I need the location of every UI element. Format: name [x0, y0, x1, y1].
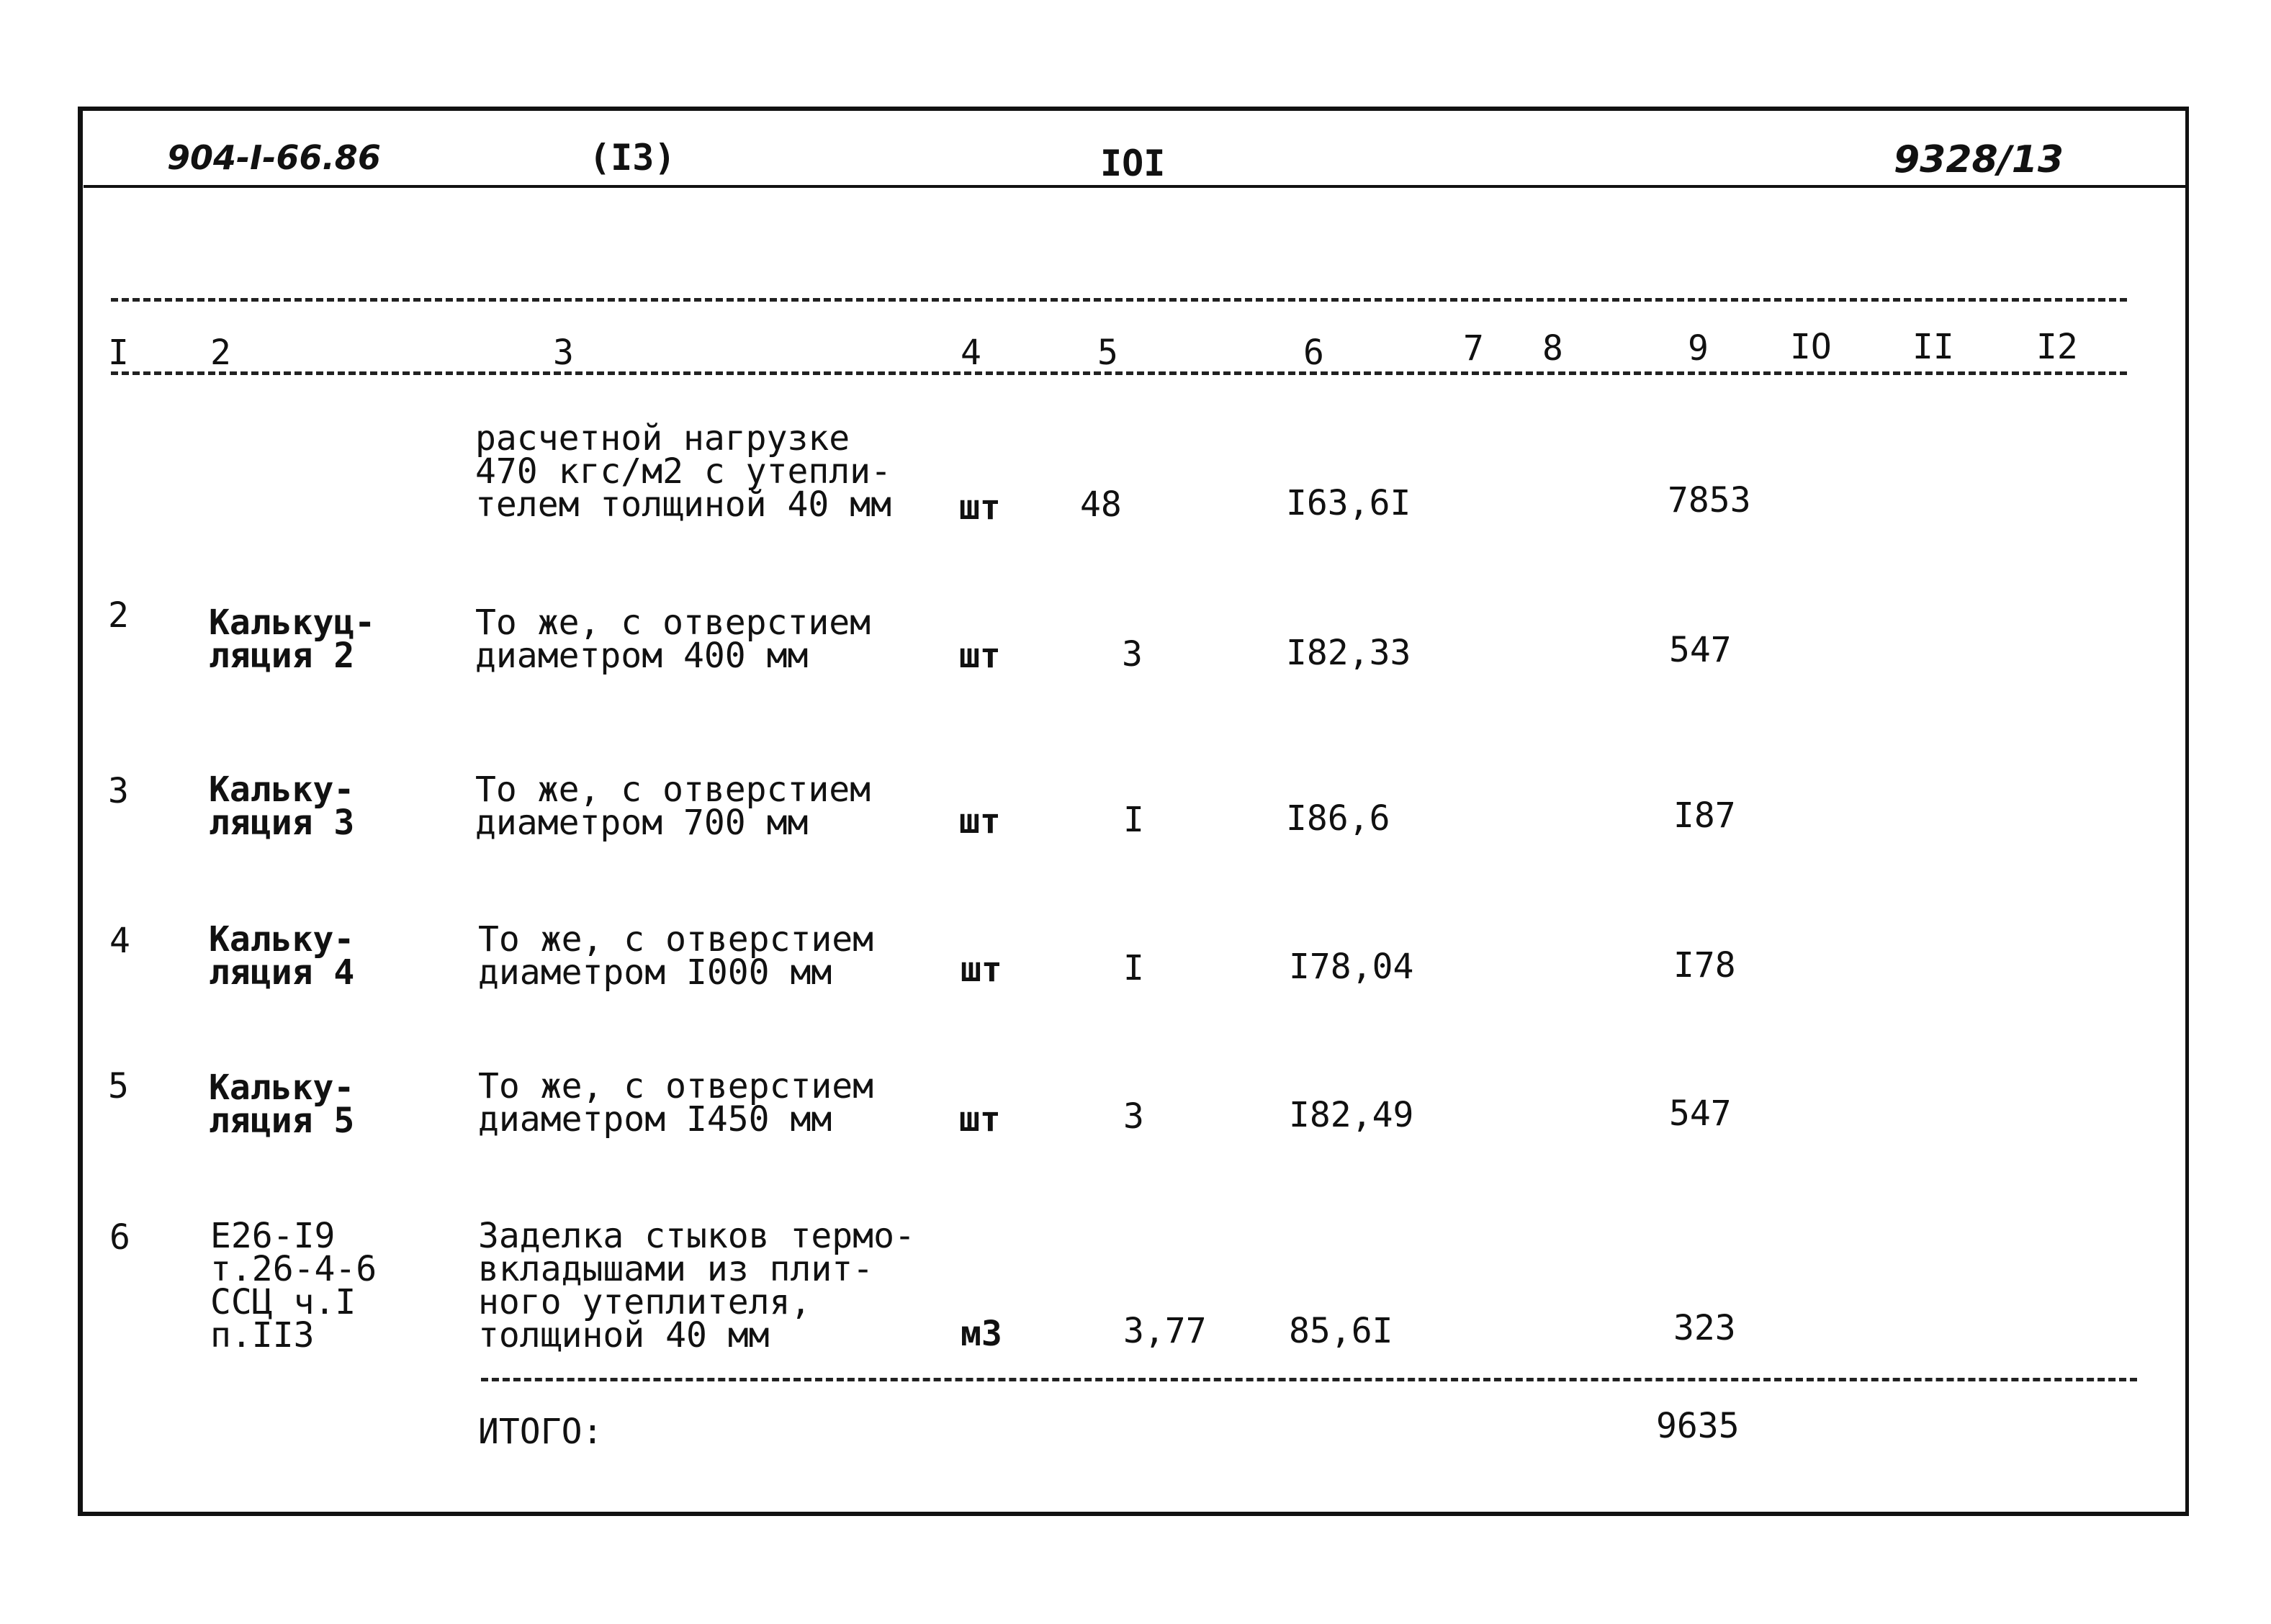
row-unit: м3	[961, 1314, 1002, 1354]
total-value: 9635	[1656, 1406, 1740, 1446]
col-num-11: II	[1912, 327, 1954, 367]
row-number: 4	[109, 921, 130, 961]
row-number: 2	[108, 595, 129, 636]
row-unit: шт	[959, 636, 1001, 676]
col-num-6: 6	[1303, 333, 1324, 373]
total-label: ИТОГО:	[478, 1412, 603, 1452]
row-unit: шт	[959, 801, 1001, 842]
row-quantity: 48	[1080, 484, 1122, 525]
archive-number: 9328/13	[1894, 138, 2064, 181]
row-total: 547	[1669, 1093, 1732, 1134]
row-description: расчетной нагрузке 470 кгс/м2 с утепли- телем толщиной 40 мм	[475, 418, 891, 525]
row-reference: Кальку- ляция 5	[209, 1068, 355, 1141]
total-rule	[481, 1378, 2137, 1381]
col-num-1: I	[108, 333, 129, 373]
row-number: 6	[109, 1217, 130, 1258]
row-description: Заделка стыков термо- вкладышами из плит- ного утеплителя, толщиной 40 мм	[478, 1216, 915, 1355]
table-top-rule	[111, 298, 2127, 302]
row-reference: Кальку- ляция 4	[209, 919, 355, 993]
row-quantity: 3,77	[1123, 1311, 1207, 1351]
row-unit: шт	[959, 487, 1001, 528]
col-num-3: 3	[553, 333, 574, 373]
page-number: IOI	[1100, 143, 1166, 184]
row-total: 547	[1669, 630, 1732, 670]
col-num-4: 4	[961, 333, 981, 373]
row-description: То же, с отверстием диаметром 400 мм	[475, 603, 871, 676]
row-total: 7853	[1668, 480, 1751, 520]
row-description: То же, с отверстием диаметром I000 мм	[478, 919, 874, 993]
col-num-8: 8	[1542, 328, 1563, 369]
row-unit-price: I82,49	[1289, 1095, 1414, 1135]
row-unit-price: I86,6	[1286, 798, 1390, 839]
col-num-2: 2	[210, 333, 231, 373]
row-quantity: 3	[1122, 634, 1143, 675]
row-total: 323	[1673, 1308, 1736, 1348]
col-num-12: I2	[2036, 327, 2078, 367]
col-num-10: IO	[1790, 327, 1832, 367]
column-header-rule	[111, 371, 2127, 375]
row-unit-price: 85,6I	[1289, 1311, 1393, 1351]
doc-code: 904-I-66.86	[167, 138, 381, 177]
row-unit: шт	[961, 949, 1002, 990]
row-total: I87	[1673, 795, 1736, 836]
col-num-9: 9	[1688, 328, 1709, 369]
row-unit-price: I82,33	[1286, 633, 1411, 673]
col-num-5: 5	[1097, 333, 1118, 373]
row-quantity: 3	[1123, 1096, 1144, 1137]
row-unit-price: I63,6I	[1286, 483, 1411, 523]
row-reference: Е26-I9 т.26-4-6 ССЦ ч.I п.II3	[210, 1216, 377, 1355]
row-quantity: I	[1123, 948, 1144, 988]
section-number: (I3)	[589, 137, 676, 179]
header-rule	[84, 185, 2186, 188]
row-reference: Кальку- ляция 3	[209, 770, 355, 843]
row-total: I78	[1673, 945, 1736, 985]
row-unit-price: I78,04	[1289, 947, 1414, 987]
row-description: То же, с отверстием диаметром I450 мм	[478, 1066, 874, 1140]
row-number: 5	[108, 1066, 129, 1106]
row-unit: шт	[959, 1099, 1001, 1140]
row-number: 3	[108, 771, 129, 811]
row-description: То же, с отверстием диаметром 700 мм	[475, 770, 871, 843]
col-num-7: 7	[1463, 328, 1484, 369]
row-quantity: I	[1123, 800, 1144, 840]
row-reference: Калькуц- ляция 2	[209, 603, 376, 676]
